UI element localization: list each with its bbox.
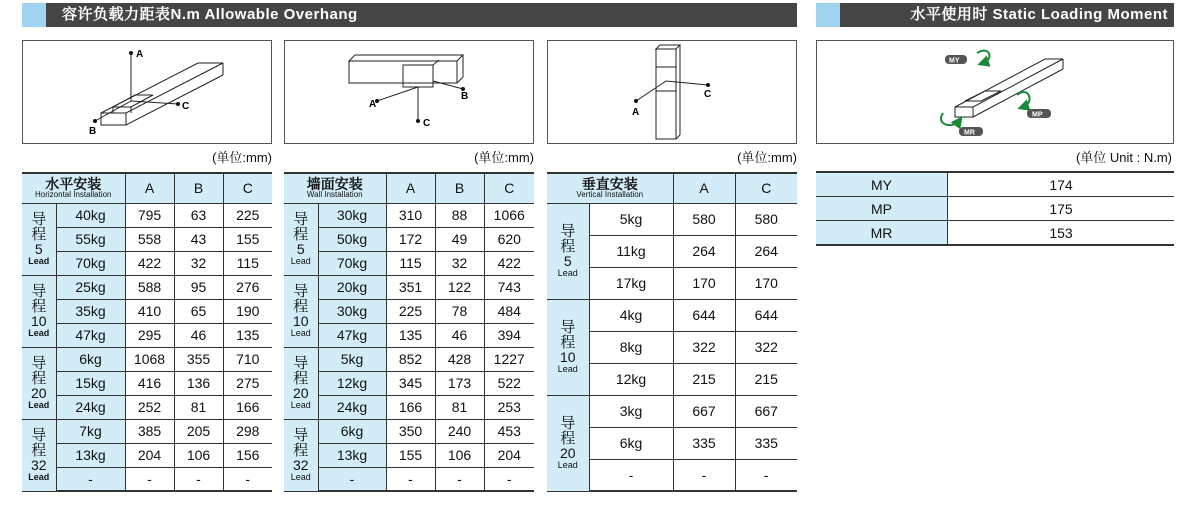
load-cell: 13kg: [56, 443, 125, 467]
table-row: [284, 395, 534, 419]
lead-zh: 程: [31, 298, 47, 315]
label-a: A: [136, 49, 144, 60]
lead-en: Lead: [28, 256, 50, 266]
lead-en: Lead: [28, 472, 50, 482]
load-cell: 70kg: [56, 251, 125, 275]
mp-rotation-arrow: [1017, 92, 1030, 107]
value-cell: 106: [435, 443, 484, 467]
value-cell: 63: [174, 203, 223, 227]
value-cell: 667: [735, 395, 797, 427]
lead-cell: [22, 419, 56, 491]
table-row: [284, 467, 534, 491]
value-cell: 355: [174, 347, 223, 371]
value-cell: 310: [386, 203, 435, 227]
lead-zh: 程: [31, 226, 47, 243]
lead-zh: 导: [31, 355, 47, 372]
value-cell: 225: [223, 203, 272, 227]
value-cell: 65: [174, 299, 223, 323]
lead-value: 20: [292, 385, 309, 401]
value-cell: 522: [484, 371, 534, 395]
moment-value-cell: 175: [948, 197, 1175, 221]
allowable-overhang-header: [22, 3, 797, 27]
value-cell: 32: [174, 251, 223, 275]
value-cell: 335: [735, 427, 797, 459]
col-header-a: A: [125, 173, 174, 203]
table-row: [22, 467, 272, 491]
value-cell: 276: [223, 275, 272, 299]
value-cell: 1066: [484, 203, 534, 227]
table-row: [22, 419, 272, 443]
slider-face: [403, 65, 433, 87]
value-cell: 580: [673, 203, 735, 235]
header-square-icon: [816, 3, 840, 27]
lead-zh: 导: [31, 427, 47, 444]
value-cell: 253: [484, 395, 534, 419]
value-cell: 644: [735, 299, 797, 331]
table-row: [284, 275, 534, 299]
label-b: B: [461, 91, 469, 102]
lead-value: 20: [30, 385, 47, 401]
vertical-title-zh: 垂直安装: [581, 175, 638, 192]
wall-installation-table: [284, 172, 534, 492]
value-cell: 588: [125, 275, 174, 299]
value-cell: 710: [223, 347, 272, 371]
lead-zh: 导: [560, 319, 576, 336]
value-cell: 136: [174, 371, 223, 395]
wall-title-cell: [284, 173, 386, 203]
mp-badge-label: MP: [1032, 111, 1043, 119]
value-cell: 351: [386, 275, 435, 299]
load-cell: 30kg: [318, 203, 386, 227]
col-header-a: A: [386, 173, 435, 203]
value-cell: 155: [223, 227, 272, 251]
lead-zh: 程: [31, 370, 47, 387]
value-cell: 252: [125, 395, 174, 419]
value-cell: 172: [386, 227, 435, 251]
lead-en: Lead: [557, 268, 578, 278]
load-cell: 6kg: [589, 427, 673, 459]
load-cell: 50kg: [318, 227, 386, 251]
value-cell: 335: [673, 427, 735, 459]
load-cell: 35kg: [56, 299, 125, 323]
value-cell: 115: [386, 251, 435, 275]
slider-face: [656, 67, 676, 91]
load-cell: 4kg: [589, 299, 673, 331]
lead-value: 10: [292, 313, 309, 329]
table-row: [284, 203, 534, 227]
load-cell: 30kg: [318, 299, 386, 323]
load-cell: 24kg: [318, 395, 386, 419]
table-row: [22, 251, 272, 275]
my-rotation-arrow: [977, 51, 990, 63]
load-cell: -: [56, 467, 125, 491]
value-cell: 795: [125, 203, 174, 227]
horizontal-title-zh: 水平安装: [45, 175, 102, 192]
horizontal-title-en: Horizontal Installation: [35, 190, 112, 200]
value-cell: 78: [435, 299, 484, 323]
horizontal-installation-diagram: [22, 40, 272, 144]
lead-en: Lead: [290, 400, 311, 410]
lead-zh: 程: [560, 334, 576, 351]
load-cell: 15kg: [56, 371, 125, 395]
lead-cell: [284, 419, 318, 491]
value-cell: 1068: [125, 347, 174, 371]
table-row: [284, 443, 534, 467]
col-header-a: A: [673, 173, 735, 203]
value-cell: 81: [174, 395, 223, 419]
table-row: [816, 221, 1174, 246]
lead-cell: [22, 275, 56, 347]
table-row: [22, 395, 272, 419]
lead-cell: [547, 395, 589, 491]
vertical-title-en: Vertical Installation: [576, 190, 644, 200]
value-cell: 204: [484, 443, 534, 467]
wall-title-en: Wall Installation: [306, 190, 363, 200]
lead-en: Lead: [28, 328, 50, 338]
lead-value: 5: [34, 241, 43, 257]
col-header-c: C: [735, 173, 797, 203]
value-cell: 428: [435, 347, 484, 371]
value-cell: 620: [484, 227, 534, 251]
label-c: C: [182, 101, 190, 112]
value-cell: 166: [223, 395, 272, 419]
lead-zh: 导: [560, 415, 576, 432]
value-cell: 46: [174, 323, 223, 347]
load-cell: 6kg: [56, 347, 125, 371]
lead-value: 32: [292, 457, 309, 473]
value-cell: 484: [484, 299, 534, 323]
vertical-installation-diagram: [547, 40, 797, 144]
load-cell: 5kg: [318, 347, 386, 371]
lead-en: Lead: [290, 472, 311, 482]
value-cell: 170: [673, 267, 735, 299]
table-row: [284, 347, 534, 371]
value-cell: 173: [435, 371, 484, 395]
load-cell: 12kg: [318, 371, 386, 395]
value-cell: 88: [435, 203, 484, 227]
value-cell: 644: [673, 299, 735, 331]
vertical-unit-label: (单位:mm): [737, 150, 797, 165]
col-header-b: B: [435, 173, 484, 203]
lead-value: 10: [30, 313, 47, 329]
value-cell: 215: [735, 363, 797, 395]
lead-cell: [22, 203, 56, 275]
load-cell: 55kg: [56, 227, 125, 251]
mr-badge-label: MR: [964, 129, 975, 137]
value-cell: 410: [125, 299, 174, 323]
value-cell: 422: [484, 251, 534, 275]
load-cell: 3kg: [589, 395, 673, 427]
lead-cell: [284, 347, 318, 419]
moment-name-cell: MR: [816, 221, 948, 246]
rail-face: [656, 49, 676, 139]
static-unit-label: (单位 Unit : N.m): [1075, 150, 1172, 165]
value-cell: 155: [386, 443, 435, 467]
static-loading-moment-table: [816, 171, 1174, 246]
value-cell: -: [386, 467, 435, 491]
lead-zh: 程: [293, 226, 309, 243]
load-cell: 11kg: [589, 235, 673, 267]
load-cell: 47kg: [56, 323, 125, 347]
value-cell: 345: [386, 371, 435, 395]
moment-value-cell: 174: [948, 172, 1175, 197]
lead-en: Lead: [290, 328, 311, 338]
lead-en: Lead: [290, 256, 311, 266]
value-cell: 204: [125, 443, 174, 467]
value-cell: 81: [435, 395, 484, 419]
value-cell: -: [735, 459, 797, 491]
col-header-c: C: [223, 173, 272, 203]
col-header-b: B: [174, 173, 223, 203]
label-a: A: [632, 107, 640, 118]
lead-zh: 程: [560, 238, 576, 255]
lead-zh: 导: [31, 211, 47, 228]
value-cell: 558: [125, 227, 174, 251]
lead-zh: 程: [560, 430, 576, 447]
load-cell: 20kg: [318, 275, 386, 299]
lead-value: 10: [559, 349, 576, 365]
load-cell: -: [589, 459, 673, 491]
lead-value: 5: [296, 241, 305, 257]
value-cell: 295: [125, 323, 174, 347]
rail-top: [101, 63, 223, 113]
value-cell: 416: [125, 371, 174, 395]
value-cell: -: [125, 467, 174, 491]
table-row: [284, 299, 534, 323]
load-cell: 7kg: [56, 419, 125, 443]
lead-cell: [284, 275, 318, 347]
value-cell: -: [484, 467, 534, 491]
rail-end: [101, 113, 126, 125]
value-cell: 298: [223, 419, 272, 443]
lead-zh: 程: [293, 370, 309, 387]
lead-zh: 导: [31, 283, 47, 300]
value-cell: 190: [223, 299, 272, 323]
value-cell: 322: [735, 331, 797, 363]
value-cell: 350: [386, 419, 435, 443]
load-cell: 47kg: [318, 323, 386, 347]
value-cell: 156: [223, 443, 272, 467]
vertical-installation-table: [547, 172, 797, 492]
static-loading-header: [816, 3, 1174, 27]
value-cell: 115: [223, 251, 272, 275]
lead-zh: 导: [560, 223, 576, 240]
moment-name-cell: MP: [816, 197, 948, 221]
load-cell: 6kg: [318, 419, 386, 443]
table-row: [816, 172, 1174, 197]
lead-zh: 导: [293, 283, 309, 300]
load-cell: 25kg: [56, 275, 125, 299]
value-cell: 135: [223, 323, 272, 347]
wall-unit-label: (单位:mm): [474, 150, 534, 165]
lead-zh: 导: [293, 427, 309, 444]
header-square-icon: [22, 3, 46, 27]
load-cell: 5kg: [589, 203, 673, 235]
lead-value: 5: [563, 253, 572, 269]
table-row: [22, 443, 272, 467]
value-cell: 422: [125, 251, 174, 275]
lead-zh: 导: [293, 211, 309, 228]
value-cell: 1227: [484, 347, 534, 371]
table-row: [22, 371, 272, 395]
table-row: [816, 197, 1174, 221]
table-row: [22, 275, 272, 299]
value-cell: 264: [735, 235, 797, 267]
label-b: B: [89, 126, 97, 137]
col-header-c: C: [484, 173, 534, 203]
value-cell: 667: [673, 395, 735, 427]
table-row: [284, 251, 534, 275]
value-cell: 852: [386, 347, 435, 371]
load-cell: 70kg: [318, 251, 386, 275]
wall-installation-diagram: [284, 40, 534, 144]
moment-value-cell: 153: [948, 221, 1175, 246]
my-badge-label: MY: [949, 57, 960, 65]
load-cell: -: [318, 467, 386, 491]
lead-zh: 程: [293, 298, 309, 315]
value-cell: 240: [435, 419, 484, 443]
table-row: [22, 323, 272, 347]
table-row: [284, 371, 534, 395]
value-cell: 135: [386, 323, 435, 347]
lead-cell: [284, 203, 318, 275]
lead-en: Lead: [557, 364, 578, 374]
rail-end: [955, 107, 973, 117]
static-moment-diagram: [816, 40, 1174, 144]
value-cell: 264: [673, 235, 735, 267]
static-loading-title: 水平使用时 Static Loading Moment: [910, 6, 1168, 23]
lead-cell: [547, 203, 589, 299]
label-c: C: [423, 118, 431, 129]
table-row: [22, 347, 272, 371]
lead-value: 20: [559, 445, 576, 461]
load-cell: 12kg: [589, 363, 673, 395]
value-cell: 205: [174, 419, 223, 443]
load-cell: 13kg: [318, 443, 386, 467]
value-cell: 322: [673, 331, 735, 363]
lead-value: 32: [30, 457, 47, 473]
value-cell: -: [673, 459, 735, 491]
rail-top: [349, 55, 463, 61]
table-row: [284, 419, 534, 443]
mr-rotation-arrow: [941, 113, 959, 125]
table-row: [22, 203, 272, 227]
rail-top: [656, 45, 680, 49]
value-cell: -: [435, 467, 484, 491]
lead-cell: [547, 299, 589, 395]
moment-name-cell: MY: [816, 172, 948, 197]
value-cell: -: [223, 467, 272, 491]
lead-cell: [22, 347, 56, 419]
value-cell: 225: [386, 299, 435, 323]
allowable-overhang-title: 容许负载力距表N.m Allowable Overhang: [62, 6, 358, 23]
load-cell: 8kg: [589, 331, 673, 363]
load-cell: 17kg: [589, 267, 673, 299]
value-cell: 275: [223, 371, 272, 395]
horizontal-unit-label: (单位:mm): [212, 150, 272, 165]
value-cell: 453: [484, 419, 534, 443]
horizontal-title-cell: [22, 173, 125, 203]
value-cell: 580: [735, 203, 797, 235]
lead-zh: 导: [293, 355, 309, 372]
table-row: [547, 203, 797, 235]
value-cell: 170: [735, 267, 797, 299]
lead-zh: 程: [31, 442, 47, 459]
table-row: [547, 299, 797, 331]
load-cell: 40kg: [56, 203, 125, 227]
label-c: C: [704, 89, 712, 100]
label-a: A: [369, 99, 377, 110]
value-cell: 43: [174, 227, 223, 251]
table-row: [284, 227, 534, 251]
wall-title-zh: 墙面安装: [306, 175, 363, 192]
lead-en: Lead: [28, 400, 50, 410]
table-row: [284, 323, 534, 347]
value-cell: 95: [174, 275, 223, 299]
table-row: [547, 395, 797, 427]
value-cell: 49: [435, 227, 484, 251]
load-cell: 24kg: [56, 395, 125, 419]
value-cell: -: [174, 467, 223, 491]
value-cell: 394: [484, 323, 534, 347]
vertical-title-cell: [547, 173, 673, 203]
value-cell: 106: [174, 443, 223, 467]
horizontal-installation-table: [22, 172, 272, 492]
slider-top: [965, 91, 1001, 101]
value-cell: 385: [125, 419, 174, 443]
table-row: [22, 299, 272, 323]
lead-en: Lead: [557, 460, 578, 470]
value-cell: 215: [673, 363, 735, 395]
value-cell: 46: [435, 323, 484, 347]
table-row: [22, 227, 272, 251]
lead-zh: 程: [293, 442, 309, 459]
value-cell: 32: [435, 251, 484, 275]
rail-top: [955, 59, 1063, 107]
value-cell: 122: [435, 275, 484, 299]
value-cell: 743: [484, 275, 534, 299]
value-cell: 166: [386, 395, 435, 419]
